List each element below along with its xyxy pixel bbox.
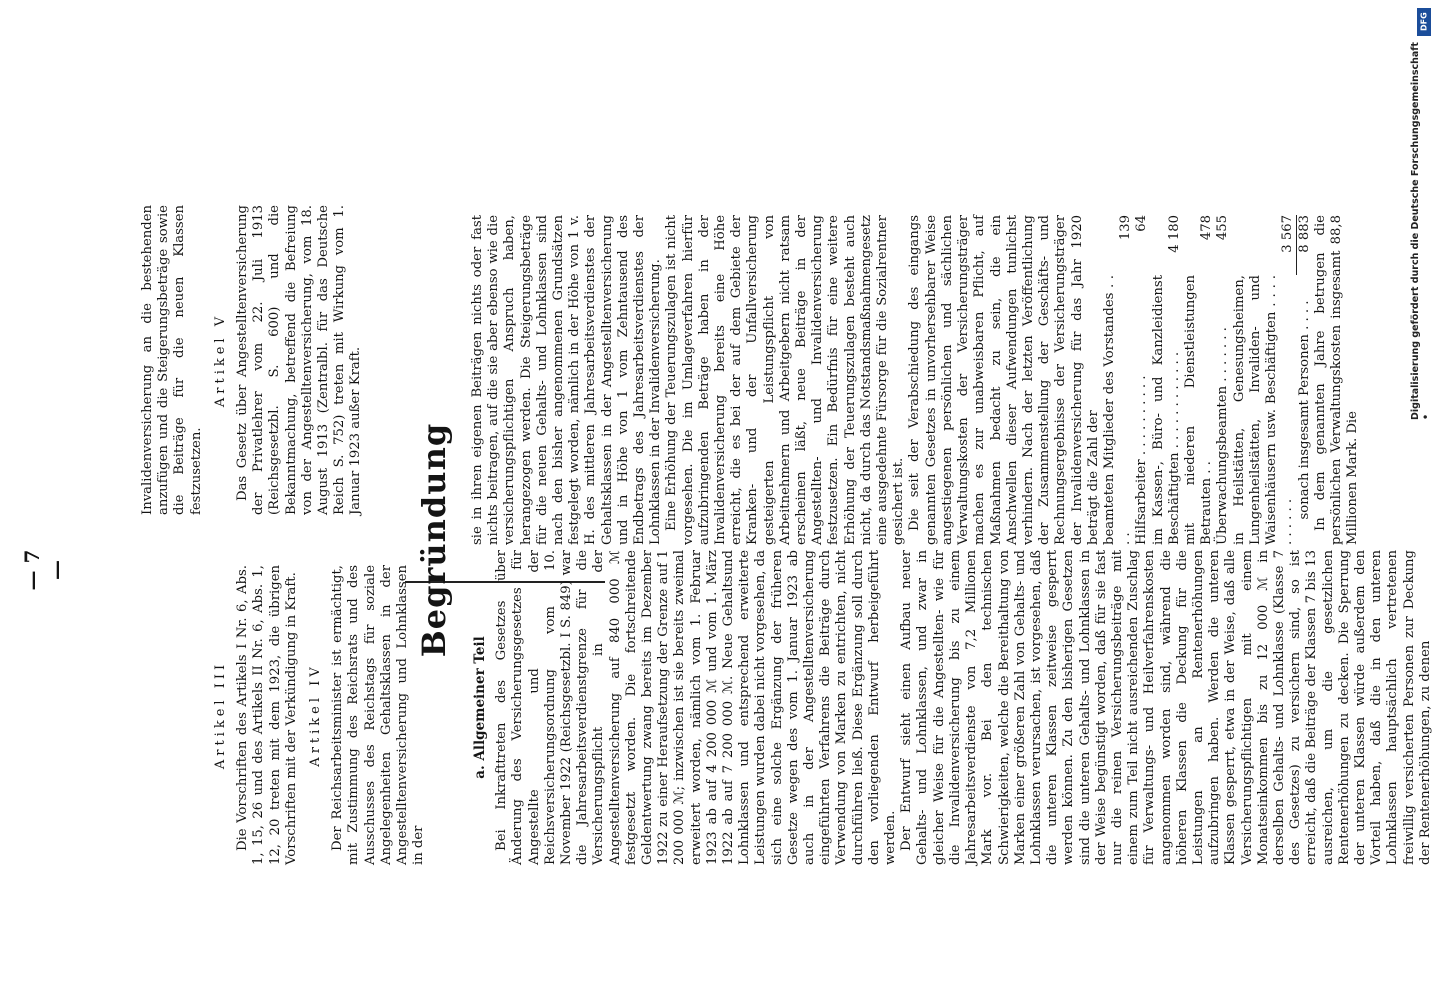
table-row: [1102, 215, 1134, 545]
staff-value: 64: [1134, 215, 1150, 232]
staff-label: mit niederen Dienstleistungen Betrauten . .: [1182, 275, 1215, 545]
digitization-note: Digitalisierung gefördert durch die Deutsche Forschungsgemeinschaft •: [1410, 42, 1432, 420]
right-paragraph-1: sie in ihren eigenen Beiträgen nichts oder fast nichts beitragen, auf die sie aber ebenso wie die versicherungspflichtigen Anspruch haben, herangezogen werden. Die Steigerungsbeträge für die neuen Gehalts- und Lohnklassen sind nach den bisher angenommenen Grundsätzen festgelegt worden, nämlich in der Höhe von 1 v. H. des mittleren Jahresarbeitsverdienstes der Gehaltsklassen in der Angestelltenversicherung und in Höhe von 1 vom Zehntausend des Endbetrags des Jahresarbeitsverdienstes der Lohnklassen in der Invalidenversicherung.: [470, 215, 664, 545]
title-block: [415, 215, 453, 865]
staff-value: 455: [1215, 215, 1231, 241]
article-4-continuation: Invalidenversicherung an die bestehenden anzufügen und die Steigerungsbeträge sowie die Beiträge für die neuen Klassen festzusetzen.: [140, 205, 204, 515]
left-paragraph-2: Der Entwurf sieht einen Aufbau neuer Gehalts- und Lohnklassen, und zwar in gleicher Weise für die Angestellten- wie für die Invalidenversicherung bis zu einem Jahresarbeitsverdienste von 7,2 Millionen Mark vor. Bei den technischen Schwierigkeiten, welche die Bereithaltung von Marken einer größeren Zahl von Gehalts- und Lohnklassen verursachen, ist vorgesehen, daß die unteren Klassen zeitweise gesperrt werden können. Zu den bisherigen Gesetzen sind die unteren Gehalts- und Lohnklassen in der Weise begünstigt worden, daß für sie fast nur die reinen Versicherungsbeiträge mit einem zum Teil nicht ausreichenden Zuschlag für Verwaltungs- und Heilverfahrenskosten angenommen worden sind, während die höheren Klassen die Deckung für die Leistungen an Rentenerhöhungen aufzubringen haben. Werden die unteren Klassen gesperrt, etwa in der Weise, daß alle Versicherungspflichtigen mit einem Monatseinkommen bis zu 12 000 ℳ in derselben Gehalts- und Lohnklasse (Klasse 7 des Gesetzes) zu versichern sind, so ist erreicht, daß die Beiträge der Klassen 7 bis 13 ausreichen, um die gesetzlichen Rentenerhöhungen zu decken. Die Sperrung der unteren Klassen würde außerdem den Vorteil haben, daß die in den unteren Lohnklassen hauptsächlich vertretenen freiwillig versicherten Personen zur Deckung der Rentenerhöhungen, zu denen: [899, 550, 1433, 865]
staff-table: [1102, 215, 1313, 545]
dfg-logo: DFG: [1417, 8, 1431, 36]
right-paragraph-2: Eine Erhöhung der Teuerungszulagen ist nicht vorgesehen. Die im Umlageverfahren hierfür aufzubringenden Beträge haben in der Invalidenversicherung bereits eine Höhe erreicht, die es bei der auf dem Gebiete der Kranken- und der Unfallversicherung gesteigerten Leistungspflicht von Arbeitnehmern und Arbeitgebern nicht ratsam erscheinen läßt, neue Beiträge in der Angestellten- und Invalidenversicherung festzusetzen. Ein Bedürfnis für eine weitere Erhöhung der Teuerungszulagen besteht auch nicht, da durch das Notstandsmaßnahmengesetz eine ausgedehnte Fürsorge für die Sozialrentner gesichert ist.: [664, 215, 907, 545]
staff-label: in Heilstätten, Genesungsheimen, Lungenheilstätten, Invaliden- und Waisenhäusern usw. Beschäftigten . . . . . . . . . .: [1231, 275, 1296, 545]
left-paragraph-1: Bei Inkrafttreten des Gesetzes über Änderung des Versicherungsgesetzes für Angestellte und der Reichsversicherungsordnung vom 10. November 1922 (Reichsgesetzbl. I S. 849) war die Jahresarbeitsverdienstgrenze für die Versicherungspflicht in der Angestelltenversicherung auf 840 000 ℳ festgesetzt worden. Die fortschreitende Geldentwertung zwang bereits im Dezember 1922 zu einer Heraufsetzung der Grenze auf 1 200 000 ℳ; inzwischen ist sie bereits zweimal erweitert worden, nämlich vom 1. Februar 1923 ab auf 4 200 000 ℳ und vom 1. März 1922 ab auf 7 200 000 ℳ. Neue Gehaltsund Lohnklassen und entsprechend erweiterte Leistungen wurden dabei nicht vorgesehen, da sich eine solche Ergänzung der früheren Gesetze wegen des vom 1. Januar 1923 ab auch in der Angestelltenversicherung eingeführten Verfahrens die Beiträge durch Verwendung von Marken zu entrichten, nicht durchführen ließ. Diese Ergänzung soll durch den vorliegenden Entwurf herbeigeführt werden.: [494, 550, 899, 865]
table-total-row: [1296, 215, 1313, 545]
staff-total-value: 8 883: [1296, 215, 1313, 275]
staff-value: 4 180: [1166, 215, 1182, 253]
staff-total-label: sonach insgesamt Personen . . . .: [1296, 300, 1312, 520]
table-row: [1183, 215, 1215, 545]
article-5-heading: Artikel V: [212, 312, 228, 408]
staff-value: 139: [1118, 215, 1134, 241]
closing-paragraph: In dem genannten Jahre betrugen die persönlichen Verwaltungskosten insgesamt 88,8 Millionen Mark. Die: [1313, 215, 1361, 545]
page-number: — 7 —: [20, 549, 68, 591]
articles-left-column: [205, 565, 427, 865]
table-row: [1134, 215, 1150, 545]
staff-label: beamteten Mitglieder des Vorstandes . . . .: [1101, 275, 1134, 545]
article-4-text: Der Reichsarbeitsminister ist ermächtigt, mit Zustimmung des Reichsrats und des Ausschusses des Reichstags für soziale Angelegenheiten Gehaltsklassen in der Angestelltenversicherung und Lohnklassen in der: [330, 565, 427, 865]
body-left-column: [470, 550, 1434, 865]
staff-label: Hilfsarbeiter . . . . . . . . . .: [1134, 375, 1150, 545]
table-row: [1232, 215, 1297, 545]
body-right-column: [470, 215, 1362, 545]
articles-right-column: [140, 205, 365, 515]
article-4-heading: Artikel IV: [308, 663, 324, 767]
staff-value: 3 567: [1279, 215, 1295, 253]
staff-label: Überwachungsbeamten . . . . . . .: [1215, 327, 1231, 545]
section-a-heading: a. Allgemeiner Teil: [472, 636, 488, 779]
staff-label: im Kassen-, Büro- und Kanzleidienst Beschäftigten . . . . . . . . . . . .: [1150, 275, 1182, 545]
begruendung-title: Begründung: [415, 422, 453, 658]
article-3-heading: Artikel III: [213, 660, 228, 770]
article-3-text: Die Vorschriften des Artikels I Nr. 6, Abs. 1, 15, 26 und des Artikels II Nr. 6, Abs. 1, 12, 20 treten mit dem 1923, die übrigen Vorschriften mit der Verkündigung in Kraft.: [235, 565, 299, 865]
right-paragraph-3: Die seit der Verabschiedung des eingangs genannten Gesetzes in unvorhersehbarer Weise angestiegenen persönlichen und sächlichen Verwaltungskosten der Versicherungsträger machen es zur unabweisbaren Pflicht, auf Maßnahmen bedacht zu sein, die ein Anschwellen dieser Aufwendungen tunlichst verhindern. Nach der letzten Veröffentlichung der Zusammenstellung der Geschäfts- und Rechnungsergebnisse der Versicherungsträger der Invalidenversicherung für das Jahr 1920 beträgt die Zahl der: [907, 215, 1101, 545]
article-5-text: Das Gesetz über Angestelltenversicherung der Privatlehrer vom 22. Juli 1913 (Reichsgesetzbl. S. 600) und die Bekanntmachung, betreffend die Befreiung von der Angestelltenversicherung, vom 18. August 1913 (Zentralbl. für das Deutsche Reich S. 752) treten mit Wirkung vom 1. Januar 1923 außer Kraft.: [235, 205, 364, 515]
table-row: [1151, 215, 1183, 545]
table-row: [1215, 215, 1231, 545]
staff-value: 478: [1199, 215, 1215, 241]
